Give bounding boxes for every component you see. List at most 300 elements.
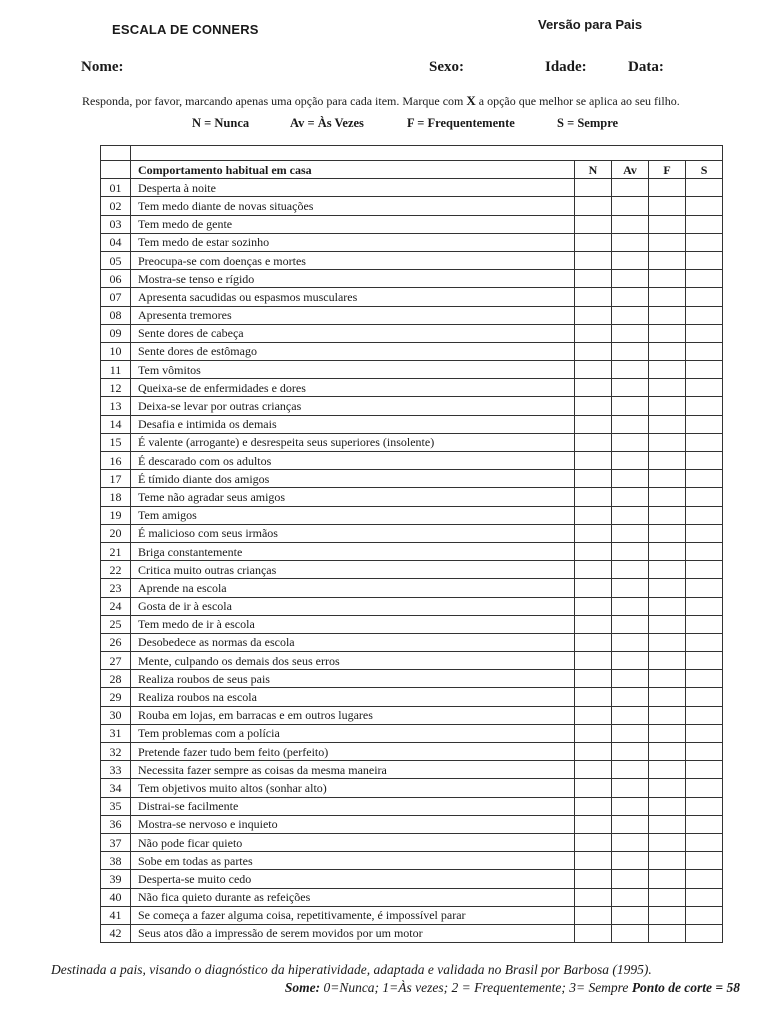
item-text: Briga constantemente [131,542,575,560]
answer-cell-f[interactable] [649,270,686,288]
item-number: 01 [101,179,131,197]
answer-cell-av[interactable] [612,870,649,888]
answer-cell-f[interactable] [649,470,686,488]
table-row [101,361,723,379]
answer-cell-s[interactable] [686,906,723,924]
answer-cell-f[interactable] [649,924,686,942]
answer-cell-f[interactable] [649,833,686,851]
table-row [101,706,723,724]
table-top-row [101,146,723,161]
answer-cell-av[interactable] [612,761,649,779]
answer-cell-s[interactable] [686,761,723,779]
item-number: 12 [101,379,131,397]
answer-cell-s[interactable] [686,561,723,579]
item-number: 35 [101,797,131,815]
answer-cell-av[interactable] [612,524,649,542]
item-text: Mostra-se tenso e rígido [131,270,575,288]
answer-cell-f[interactable] [649,379,686,397]
answer-cell-n[interactable] [575,579,612,597]
answer-cell-av[interactable] [612,652,649,670]
answer-cell-av[interactable] [612,833,649,851]
answer-cell-n[interactable] [575,415,612,433]
answer-cell-n[interactable] [575,524,612,542]
item-text: Sente dores de cabeça [131,324,575,342]
table-row [101,797,723,815]
answer-cell-s[interactable] [686,270,723,288]
answer-cell-n[interactable] [575,797,612,815]
answer-cell-av[interactable] [612,597,649,615]
answer-cell-f[interactable] [649,761,686,779]
answer-cell-s[interactable] [686,615,723,633]
answer-cell-s[interactable] [686,579,723,597]
item-text: Tem medo de estar sozinho [131,233,575,251]
answer-cell-s[interactable] [686,342,723,360]
item-text: Tem medo de gente [131,215,575,233]
item-text: Sente dores de estômago [131,342,575,360]
answer-cell-av[interactable] [612,670,649,688]
instructions-before: Responda, por favor, marcando apenas uma opção para cada item. Marque com [82,94,467,108]
item-number: 25 [101,615,131,633]
answer-cell-av[interactable] [612,233,649,251]
answer-cell-s[interactable] [686,833,723,851]
answer-cell-f[interactable] [649,452,686,470]
answer-cell-n[interactable] [575,270,612,288]
table-row [101,761,723,779]
answer-cell-s[interactable] [686,288,723,306]
answer-cell-n[interactable] [575,652,612,670]
answer-cell-f[interactable] [649,906,686,924]
item-number: 33 [101,761,131,779]
answer-cell-f[interactable] [649,633,686,651]
item-text: Tem medo diante de novas situações [131,197,575,215]
table-row [101,542,723,560]
item-text: Não fica quieto durante as refeições [131,888,575,906]
answer-cell-n[interactable] [575,633,612,651]
answer-cell-n[interactable] [575,197,612,215]
table-row [101,924,723,942]
item-text: Mostra-se nervoso e inquieto [131,815,575,833]
answer-cell-n[interactable] [575,452,612,470]
answer-cell-n[interactable] [575,542,612,560]
answer-cell-f[interactable] [649,815,686,833]
answer-cell-n[interactable] [575,342,612,360]
item-number: 29 [101,688,131,706]
item-number: 41 [101,906,131,924]
item-number: 14 [101,415,131,433]
answer-cell-av[interactable] [612,379,649,397]
item-number: 38 [101,852,131,870]
answer-cell-f[interactable] [649,488,686,506]
answer-cell-n[interactable] [575,779,612,797]
item-number: 18 [101,488,131,506]
answer-cell-s[interactable] [686,306,723,324]
item-number: 05 [101,251,131,269]
answer-cell-f[interactable] [649,197,686,215]
answer-cell-av[interactable] [612,288,649,306]
item-number: 34 [101,779,131,797]
answer-cell-av[interactable] [612,561,649,579]
answer-cell-f[interactable] [649,670,686,688]
table-row [101,452,723,470]
answer-cell-s[interactable] [686,470,723,488]
item-text: Gosta de ir à escola [131,597,575,615]
answer-cell-av[interactable] [612,724,649,742]
answer-cell-av[interactable] [612,888,649,906]
answer-cell-s[interactable] [686,379,723,397]
table-row [101,506,723,524]
answer-cell-s[interactable] [686,506,723,524]
answer-cell-av[interactable] [612,797,649,815]
legend-as-vezes: Av = Às Vezes [290,116,364,130]
item-text: Desafia e intimida os demais [131,415,575,433]
answer-cell-av[interactable] [612,688,649,706]
table-row [101,724,723,742]
answer-cell-f[interactable] [649,342,686,360]
answer-cell-f[interactable] [649,251,686,269]
answer-cell-av[interactable] [612,361,649,379]
table-row [101,597,723,615]
answer-cell-f[interactable] [649,688,686,706]
header-num-cell [101,161,131,179]
item-number: 22 [101,561,131,579]
table-row [101,270,723,288]
answer-cell-s[interactable] [686,852,723,870]
answer-cell-f[interactable] [649,361,686,379]
table-row [101,579,723,597]
answer-cell-s[interactable] [686,688,723,706]
answer-cell-s[interactable] [686,670,723,688]
item-number: 13 [101,397,131,415]
answer-cell-s[interactable] [686,888,723,906]
item-number: 26 [101,633,131,651]
header-col-s: S [686,161,723,179]
answer-cell-n[interactable] [575,688,612,706]
answer-cell-f[interactable] [649,433,686,451]
item-text: É descarado com os adultos [131,452,575,470]
item-text: Aprende na escola [131,579,575,597]
answer-cell-f[interactable] [649,852,686,870]
answer-cell-av[interactable] [612,579,649,597]
table-row [101,215,723,233]
answer-cell-av[interactable] [612,342,649,360]
table-row [101,197,723,215]
answer-cell-n[interactable] [575,506,612,524]
item-number: 39 [101,870,131,888]
answer-cell-s[interactable] [686,233,723,251]
item-text: Seus atos dão a impressão de serem movidos por um motor [131,924,575,942]
blank-cell [101,146,131,161]
answer-cell-av[interactable] [612,743,649,761]
answer-cell-n[interactable] [575,615,612,633]
instructions-after: a opção que melhor se aplica ao seu filho. [475,94,680,108]
item-number: 08 [101,306,131,324]
answer-cell-av[interactable] [612,470,649,488]
answer-cell-s[interactable] [686,524,723,542]
answer-cell-n[interactable] [575,179,612,197]
answer-cell-s[interactable] [686,779,723,797]
table-row [101,852,723,870]
answer-cell-f[interactable] [649,306,686,324]
answer-cell-s[interactable] [686,361,723,379]
item-number: 06 [101,270,131,288]
footer-description: Destinada a pais, visando o diagnóstico da hiperatividade, adaptada e validada no Brasil por Barbosa (1995). [51,962,652,977]
item-text: Tem problemas com a polícia [131,724,575,742]
item-text: Distrai-se facilmente [131,797,575,815]
answer-cell-n[interactable] [575,233,612,251]
header-col-av: Av [612,161,649,179]
item-number: 31 [101,724,131,742]
answer-cell-f[interactable] [649,888,686,906]
item-text: É valente (arrogante) e desrespeita seus superiores (insolente) [131,433,575,451]
answer-cell-n[interactable] [575,361,612,379]
answer-cell-f[interactable] [649,597,686,615]
answer-cell-n[interactable] [575,251,612,269]
answer-cell-n[interactable] [575,324,612,342]
answer-cell-f[interactable] [649,652,686,670]
item-number: 04 [101,233,131,251]
item-text: Critica muito outras crianças [131,561,575,579]
answer-cell-n[interactable] [575,906,612,924]
header-behavior: Comportamento habitual em casa [131,161,575,179]
answer-cell-s[interactable] [686,197,723,215]
answer-cell-s[interactable] [686,597,723,615]
table-row [101,779,723,797]
answer-cell-s[interactable] [686,633,723,651]
answer-cell-av[interactable] [612,397,649,415]
answer-cell-n[interactable] [575,561,612,579]
answer-cell-s[interactable] [686,743,723,761]
item-text: Tem vômitos [131,361,575,379]
answer-cell-n[interactable] [575,470,612,488]
answer-cell-f[interactable] [649,797,686,815]
answer-cell-av[interactable] [612,852,649,870]
answer-cell-n[interactable] [575,306,612,324]
answer-cell-av[interactable] [612,215,649,233]
item-text: Mente, culpando os demais dos seus erros [131,652,575,670]
footer-scoring [285,980,740,996]
answer-cell-n[interactable] [575,870,612,888]
answer-cell-n[interactable] [575,761,612,779]
answer-cell-s[interactable] [686,652,723,670]
answer-cell-s[interactable] [686,542,723,560]
item-text: Realiza roubos de seus pais [131,670,575,688]
item-text: Não pode ficar quieto [131,833,575,851]
item-text: Deixa-se levar por outras crianças [131,397,575,415]
table-row [101,306,723,324]
answer-cell-f[interactable] [649,397,686,415]
item-text: Pretende fazer tudo bem feito (perfeito) [131,743,575,761]
table-row [101,561,723,579]
table-row [101,470,723,488]
item-number: 24 [101,597,131,615]
answer-cell-n[interactable] [575,215,612,233]
item-number: 37 [101,833,131,851]
item-text: Desperta à noite [131,179,575,197]
item-number: 20 [101,524,131,542]
table-row [101,379,723,397]
instructions [82,93,680,109]
answer-cell-n[interactable] [575,833,612,851]
answer-cell-f[interactable] [649,542,686,560]
answer-cell-n[interactable] [575,888,612,906]
answer-cell-f[interactable] [649,870,686,888]
answer-cell-av[interactable] [612,542,649,560]
answer-cell-f[interactable] [649,779,686,797]
answer-cell-f[interactable] [649,288,686,306]
item-text: Tem medo de ir à escola [131,615,575,633]
item-text: Apresenta tremores [131,306,575,324]
answer-cell-f[interactable] [649,615,686,633]
table-row [101,888,723,906]
item-number: 28 [101,670,131,688]
table-row [101,906,723,924]
item-text: Se começa a fazer alguma coisa, repetitivamente, é impossível parar [131,906,575,924]
answer-cell-f[interactable] [649,524,686,542]
legend-nunca: N = Nunca [192,116,250,130]
answer-cell-av[interactable] [612,270,649,288]
answer-cell-av[interactable] [612,179,649,197]
answer-cell-av[interactable] [612,906,649,924]
field-label-nome: Nome: [81,59,124,75]
answer-cell-s[interactable] [686,415,723,433]
table-row [101,524,723,542]
answer-cell-f[interactable] [649,706,686,724]
answer-cell-av[interactable] [612,488,649,506]
answer-cell-av[interactable] [612,615,649,633]
table-row [101,415,723,433]
field-label-sexo: Sexo: [429,59,464,75]
answer-cell-f[interactable] [649,506,686,524]
table-row [101,233,723,251]
item-text: Apresenta sacudidas ou espasmos musculares [131,288,575,306]
answer-cell-s[interactable] [686,924,723,942]
answer-cell-f[interactable] [649,233,686,251]
answer-cell-s[interactable] [686,815,723,833]
answer-cell-s[interactable] [686,215,723,233]
item-number: 21 [101,542,131,560]
answer-cell-s[interactable] [686,433,723,451]
answer-cell-n[interactable] [575,379,612,397]
item-number: 36 [101,815,131,833]
blank-cell [131,146,723,161]
answer-cell-s[interactable] [686,251,723,269]
answer-cell-av[interactable] [612,452,649,470]
form-title: ESCALA DE CONNERS [112,22,259,37]
behavior-table [100,145,723,943]
item-text: Sobe em todas as partes [131,852,575,870]
answer-cell-av[interactable] [612,433,649,451]
item-number: 15 [101,433,131,451]
instructions-mark: X [466,93,476,108]
item-text: É tímido diante dos amigos [131,470,575,488]
answer-cell-n[interactable] [575,924,612,942]
table-row [101,615,723,633]
answer-cell-s[interactable] [686,724,723,742]
answer-cell-f[interactable] [649,179,686,197]
answer-cell-s[interactable] [686,324,723,342]
answer-cell-av[interactable] [612,306,649,324]
table-row [101,488,723,506]
answer-cell-f[interactable] [649,215,686,233]
answer-cell-s[interactable] [686,797,723,815]
answer-cell-s[interactable] [686,870,723,888]
answer-cell-s[interactable] [686,488,723,506]
table-row [101,251,723,269]
answer-cell-n[interactable] [575,288,612,306]
answer-cell-n[interactable] [575,597,612,615]
item-text: Tem objetivos muito altos (sonhar alto) [131,779,575,797]
answer-cell-n[interactable] [575,488,612,506]
answer-cell-n[interactable] [575,433,612,451]
answer-cell-s[interactable] [686,397,723,415]
answer-cell-av[interactable] [612,251,649,269]
answer-cell-av[interactable] [612,633,649,651]
item-number: 09 [101,324,131,342]
table-row [101,688,723,706]
answer-cell-n[interactable] [575,670,612,688]
item-text: Rouba em lojas, em barracas e em outros lugares [131,706,575,724]
answer-cell-n[interactable] [575,815,612,833]
answer-cell-av[interactable] [612,197,649,215]
answer-cell-av[interactable] [612,706,649,724]
table-header-row [101,161,723,179]
answer-cell-f[interactable] [649,415,686,433]
answer-cell-f[interactable] [649,724,686,742]
answer-cell-av[interactable] [612,779,649,797]
table-row [101,179,723,197]
answer-cell-s[interactable] [686,452,723,470]
item-number: 03 [101,215,131,233]
answer-cell-av[interactable] [612,415,649,433]
field-label-idade: Idade: [545,59,587,75]
table-row [101,288,723,306]
item-number: 10 [101,342,131,360]
legend-frequentemente: F = Frequentemente [407,116,515,130]
item-number: 27 [101,652,131,670]
score-label: Some: [284,980,321,995]
table-row [101,743,723,761]
table-row [101,633,723,651]
answer-cell-n[interactable] [575,397,612,415]
answer-cell-n[interactable] [575,852,612,870]
answer-cell-f[interactable] [649,743,686,761]
item-number: 40 [101,888,131,906]
answer-cell-av[interactable] [612,324,649,342]
item-text: Teme não agradar seus amigos [131,488,575,506]
answer-cell-f[interactable] [649,324,686,342]
answer-cell-s[interactable] [686,179,723,197]
table-row [101,433,723,451]
answer-cell-av[interactable] [612,815,649,833]
answer-cell-f[interactable] [649,561,686,579]
item-number: 16 [101,452,131,470]
item-number: 23 [101,579,131,597]
answer-cell-av[interactable] [612,506,649,524]
answer-cell-n[interactable] [575,706,612,724]
item-number: 07 [101,288,131,306]
item-number: 30 [101,706,131,724]
table-row [101,652,723,670]
answer-cell-av[interactable] [612,924,649,942]
table-row [101,815,723,833]
answer-cell-n[interactable] [575,724,612,742]
table-row [101,324,723,342]
item-number: 32 [101,743,131,761]
answer-cell-f[interactable] [649,579,686,597]
item-number: 11 [101,361,131,379]
answer-cell-s[interactable] [686,706,723,724]
answer-cell-n[interactable] [575,743,612,761]
